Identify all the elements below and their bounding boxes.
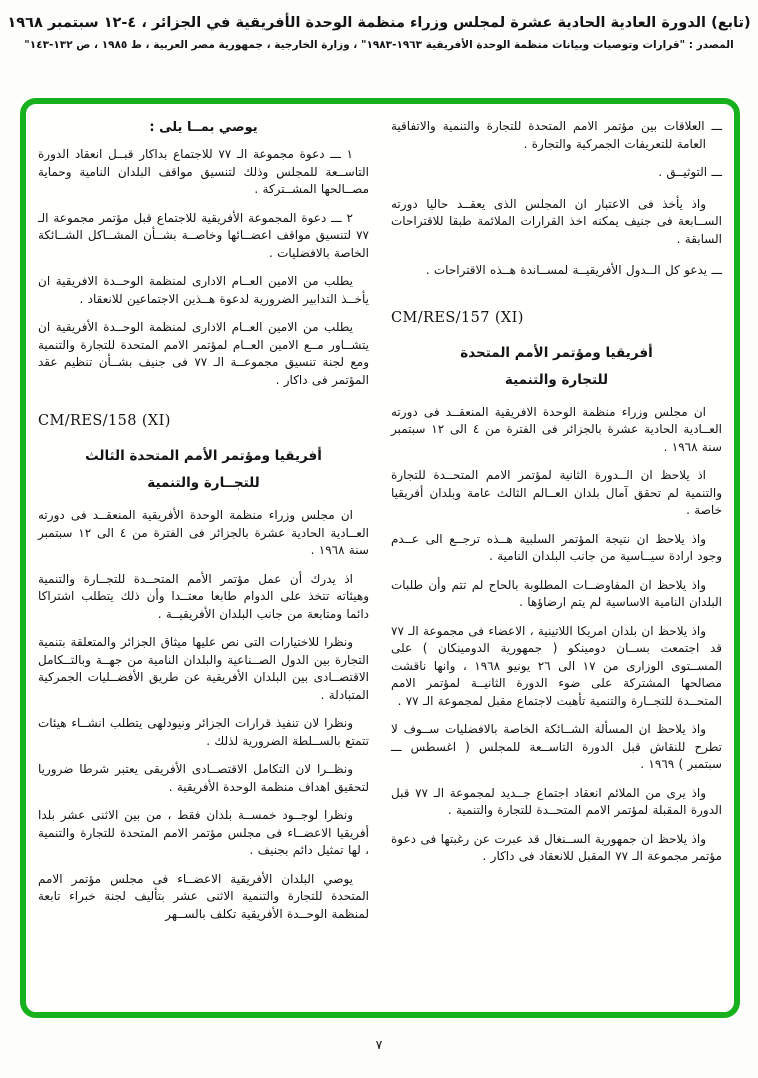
- resolution-157-title: [391, 340, 722, 394]
- paragraph-council-session-158: ان مجلس وزراء منظمة الوحدة الأفريقية المنعقــد فى دورته العــادية الحادية عشرة بالجزائر فى الفترة من ٤ الى ١٢ سبتمبر سنة ١٩٦٨ .: [38, 508, 370, 558]
- bullet-relations-unctad-gatt: ـــ العلاقات بين مؤتمر الامم المتحدة للتجارة والتنمية والاتفاقية العامة للتعريفات الجمركية والتجارة .: [391, 119, 722, 151]
- recommends-heading: يوصي بمــا يلى :: [149, 120, 258, 135]
- paragraph-latin-america-group77: واذ يلاحظ ان بلدان امريكا اللاتينية ، الاعضاء فى مجموعة الـ ٧٧ قد اجتمعت بســان دومينكو ( جمهورية الدومينكان ) على المســتوى الوزارى من ١٧ الى ٢٦ يونيو ١٩٦٨ ، وانها ناقشت مصالحها المشتركة على ضوء الدورة الثانيــة لمؤتمر الامم المتحــدة للتجــارة والتنمية تأهبت لاجتماع مقبل لمجموعة الـ ٧٧ .: [391, 623, 723, 708]
- page-number: ٧: [375, 1037, 383, 1052]
- paragraph-negotiations-incomplete: واذ يلاحظ ان المفاوضــات المطلوبة بالحاح لم تتم وأن طلبات البلدان النامية الاساسية لم يتم ارضاؤها .: [391, 577, 722, 610]
- document-header: [0, 0, 758, 51]
- resolution-158-title-line2: للتجــارة والتنمية: [147, 475, 260, 492]
- content-frame: [20, 98, 740, 1018]
- paragraph-noting-second-session: اذ يلاحظ ان الــدورة الثانية لمؤتمر الامم المتحــدة للتجارة والتنمية لم تحقق آمال بلدان العــالم الثالث عامة وبلدان أفريقيا خاصة .: [391, 468, 722, 518]
- paragraph-algiers-charter-options: ونظرا للاختيارات التى نص عليها ميثاق الجزائر والمتعلقة بتنمية التجارة بين الدول الصــناعية والبلدان النامية من جهــة وبالتــكامل الاقتصــادى بين البلدان الأفريقية عن طريق الأفضــليات الجمركية المتبادلة .: [38, 635, 369, 702]
- resolution-157-title-line2: للتجارة والتنمية: [504, 371, 609, 388]
- bullet-invite-african-states: ـــ يدعو كل الــدول الأفريقيــة لمســاندة هــذه الاقتراحات .: [425, 263, 722, 278]
- paragraph-recommends-expert-committee: يوصي البلدان الأفريقية الاعضــاء فى مجلس مؤتمر الامم المتحدة للتجارة والتنمية الاثنى عشر بتأليف لجنة خبراء تابعة لمنظمة الوحــدة الأفريقية تكلف بالســهر: [38, 871, 369, 921]
- document-title: (تابع) الدورة العادية الحادية عشرة لمجلس وزراء منظمة الوحدة الأفريقية في الجزائر ، ٤-١٢ سبتمبر ١٩٦٨: [7, 15, 751, 31]
- paragraph-recommendation-2: ٢ ـــ دعوة المجموعة الأفريقية للاجتماع قبل مؤتمر مجموعة الـ ٧٧ لتنسيق مواقف اعضــائها وخاصــة بشــأن المشــاكل الشــائكة الخاصة بالافضليات .: [38, 210, 369, 260]
- paragraph-implementing-decisions: ونظرا لان تنفيذ قرارات الجزائر ونيودلهى يتطلب انشــاء هيئات تتمتع بالســلطة الضرورية لذلك .: [38, 716, 369, 748]
- resolution-code-cm-res-157: CM/RES/157 (XI): [391, 309, 524, 326]
- paragraph-aware-unctad-work: اذ يدرك أن عمل مؤتمر الأمم المتحــدة للتجــارة والتنمية وهيئاته تتخذ على الدوام طابعا معتــدا وأن ذلك يتطلب اشتراكا دائما ومتابعة من جانب البلدان الأفريقيــة .: [38, 571, 369, 621]
- paragraph-council-geneva-session: واذ يأخذ فى الاعتبار ان المجلس الذى يعقــد حاليا دورته الســابعة فى جنيف يمكنه اخذ القرارات الملائمة طبقا للاقتراحات السابقة .: [391, 196, 722, 246]
- bullet-documentation: ـــ التوثيــق .: [658, 165, 722, 180]
- column-left: [38, 118, 369, 935]
- resolution-158-title-line1: أفريقيا ومؤتمر الأمم المتحدة الثالث: [85, 448, 322, 465]
- paragraph-new-meeting-appropriate: واذ يرى من الملائم انعقاد اجتماع جــديد لمجموعة الـ ٧٧ قبل الدورة المقبلة لمؤتمر الامم المتحــدة للتجارة والتنمية .: [391, 785, 722, 818]
- paragraph-economic-integration: ونظــرا لان التكامل الاقتصــادى الأفريقى يعتبر شرطا ضروريا لتحقيق اهداف منظمة الوحدة الأفريقية .: [38, 762, 369, 794]
- resolution-157-title-line1: أفريقيا ومؤتمر الأمم المتحدة: [460, 344, 653, 361]
- paragraph-preferences-issue: واذ يلاحظ ان المسألة الشــائكة الخاصة بالافضليات ســوف لا تطرح للنقاش قبل الدورة التاســعة للمجلس ( اغسطس ـــ سبتمبر ) ١٩٦٩ .: [391, 722, 722, 772]
- paragraph-requests-secretary-consult: يطلب من الامين العــام الادارى لمنظمة الوحــدة الأفريقية ان يتشــاور مــع الامين العــام لمؤتمر الامم المتحدة للتجارة والتنمية ومع لجنة تنسيق مجموعــة الـ ٧٧ فى جنيف بشــأن تنظيم عقد المؤتمر فى داكار .: [38, 320, 369, 387]
- paragraph-senegal-dakar-invitation: واذ يلاحظ ان جمهورية الســنغال قد عبرت عن رغبتها فى دعوة مؤتمر مجموعة الـ ٧٧ المقبل للانعقاد فى داكار .: [391, 831, 722, 864]
- resolution-code-cm-res-158: CM/RES/158 (XI): [38, 413, 171, 430]
- resolution-158-title: [38, 443, 369, 497]
- paragraph-negative-result: واذ يلاحظ ان نتيجة المؤتمر السلبية هــذه ترجــع الى عــدم وجود ارادة سيــاسية من جانب البلدان النامية .: [391, 531, 722, 564]
- column-right: [391, 118, 722, 935]
- paragraph-five-countries-geneva: ونظرا لوجــود خمســة بلدان فقط ، من بين الاثنى عشر بلدا أفريقيا الاعضــاء فى مجلس مؤتمر الامم المتحدة للتجارة والتنمية ، لها تمثيل دائم بجنيف .: [38, 808, 369, 858]
- paragraph-recommendation-1: ١ ـــ دعوة مجموعة الـ ٧٧ للاجتماع بداكار قبــل انعقاد الدورة التاســعة للمجلس وذلك لتنسيق مواقف البلدان النامية وحماية مصــالحها المشــتركة .: [38, 147, 369, 197]
- paragraph-requests-secretary-measures: يطلب من الامين العــام الادارى لمنظمة الوحــدة الافريقية ان يأخــذ التدابير الضرورية لدعوة هــذين الاجتماعين للانعقاد .: [38, 274, 369, 306]
- source-citation: المصدر : "قرارات وتوصيات وبيانات منظمة الوحدة الأفريقية ١٩٦٣-١٩٨٣" ، وزارة الخارجية ، جمهورية مصر العربية ، ط ١٩٨٥ ، ص ١٣٢-١٤٣": [24, 39, 734, 51]
- two-column-layout: [26, 104, 734, 945]
- paragraph-council-session: ان مجلس وزراء منظمة الوحدة الافريقية المنعقــد فى دورته العــادية الحادية عشرة بالجزائر فى الفترة من ٤ الى ١٢ سبتمبر سنة ١٩٦٨ .: [391, 404, 723, 454]
